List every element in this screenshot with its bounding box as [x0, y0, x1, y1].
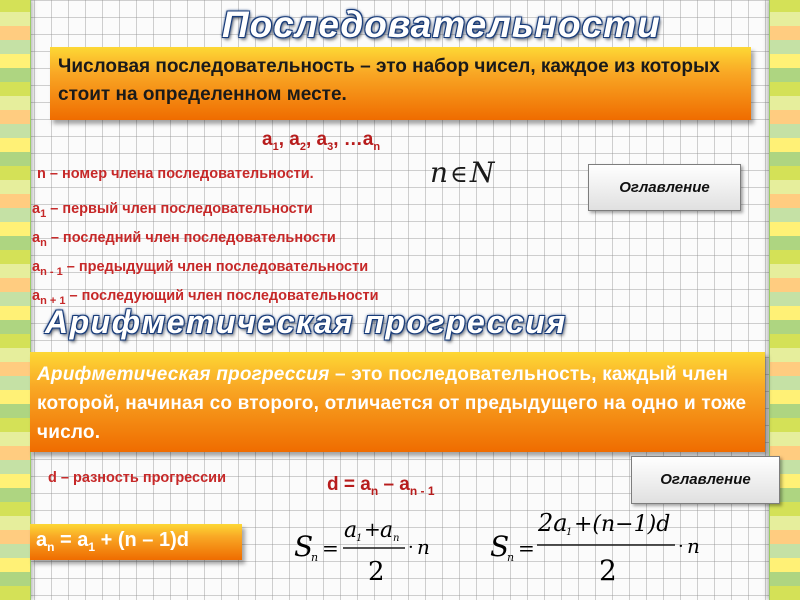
- svg-text:n: n: [417, 535, 430, 559]
- n-in-natural-formula: n∈N: [430, 156, 495, 189]
- svg-text:2: 2: [368, 557, 385, 586]
- svg-text:·: ·: [408, 537, 414, 558]
- term-first: $a_1$ – первый член последовательности: [32, 201, 313, 220]
- nth-term-formula: $a_n = a_1 + (n - 1)d$: [36, 529, 189, 554]
- n-description: n – номер члена последовательности.: [37, 166, 314, 182]
- term-next: $a_{n + 1}$ – последующий член последовательности: [32, 287, 379, 307]
- sequence-notation: $a_1$, $a_2$, $a_3$, $\dots a_n$: [262, 129, 381, 153]
- definition-box: [50, 47, 751, 120]
- svg-text:2: 2: [599, 554, 617, 587]
- toc-button-bottom[interactable]: Оглавление: [631, 456, 780, 504]
- ap-definition-box: [30, 352, 765, 452]
- term-last: $a_n$ – последний член последовательности: [32, 229, 336, 249]
- svg-text:S: S: [490, 530, 510, 563]
- svg-text:n: n: [687, 534, 700, 558]
- sum-formula-1: [292, 506, 442, 586]
- svg-text:2a: 2a: [538, 509, 568, 537]
- svg-text:=: =: [322, 536, 339, 560]
- svg-text:+: +: [364, 517, 381, 541]
- svg-text:1: 1: [566, 527, 573, 538]
- page-title: Последовательности: [222, 4, 661, 45]
- terms-list: [32, 197, 379, 313]
- section-subtitle: Арифметическая прогрессия: [45, 304, 567, 340]
- left-decorative-border: [0, 0, 31, 600]
- svg-text:n: n: [393, 533, 400, 544]
- svg-text:1: 1: [356, 533, 363, 544]
- d-description: d – разность прогрессии: [48, 470, 227, 486]
- svg-text:n: n: [311, 551, 319, 564]
- definition-text: Числовая последовательность – это набор чисел, каждое из которых стоит на определенном месте.: [58, 56, 720, 105]
- toc-button-top[interactable]: Оглавление: [588, 164, 741, 211]
- svg-text:·: ·: [678, 536, 684, 557]
- sum-formula-2: [488, 500, 708, 590]
- svg-text:+(n−1)d: +(n−1)d: [574, 512, 671, 537]
- svg-text:a: a: [344, 518, 358, 543]
- nth-term-formula-box: [30, 524, 242, 560]
- svg-text:=: =: [518, 536, 535, 560]
- term-previous: $a_{n - 1}$ – предыдущий член последовательности: [32, 258, 369, 278]
- svg-text:n: n: [507, 551, 515, 564]
- svg-text:S: S: [294, 530, 314, 563]
- ap-definition-text: Арифметическая прогрессия – это последовательность, каждый член которой, начиная со второго, отличается от предыдущего на одно и тоже число.: [37, 364, 747, 443]
- d-formula: $d = a_n - a_{n - 1}$: [327, 474, 435, 498]
- right-decorative-border: [769, 0, 800, 600]
- svg-text:a: a: [380, 518, 394, 543]
